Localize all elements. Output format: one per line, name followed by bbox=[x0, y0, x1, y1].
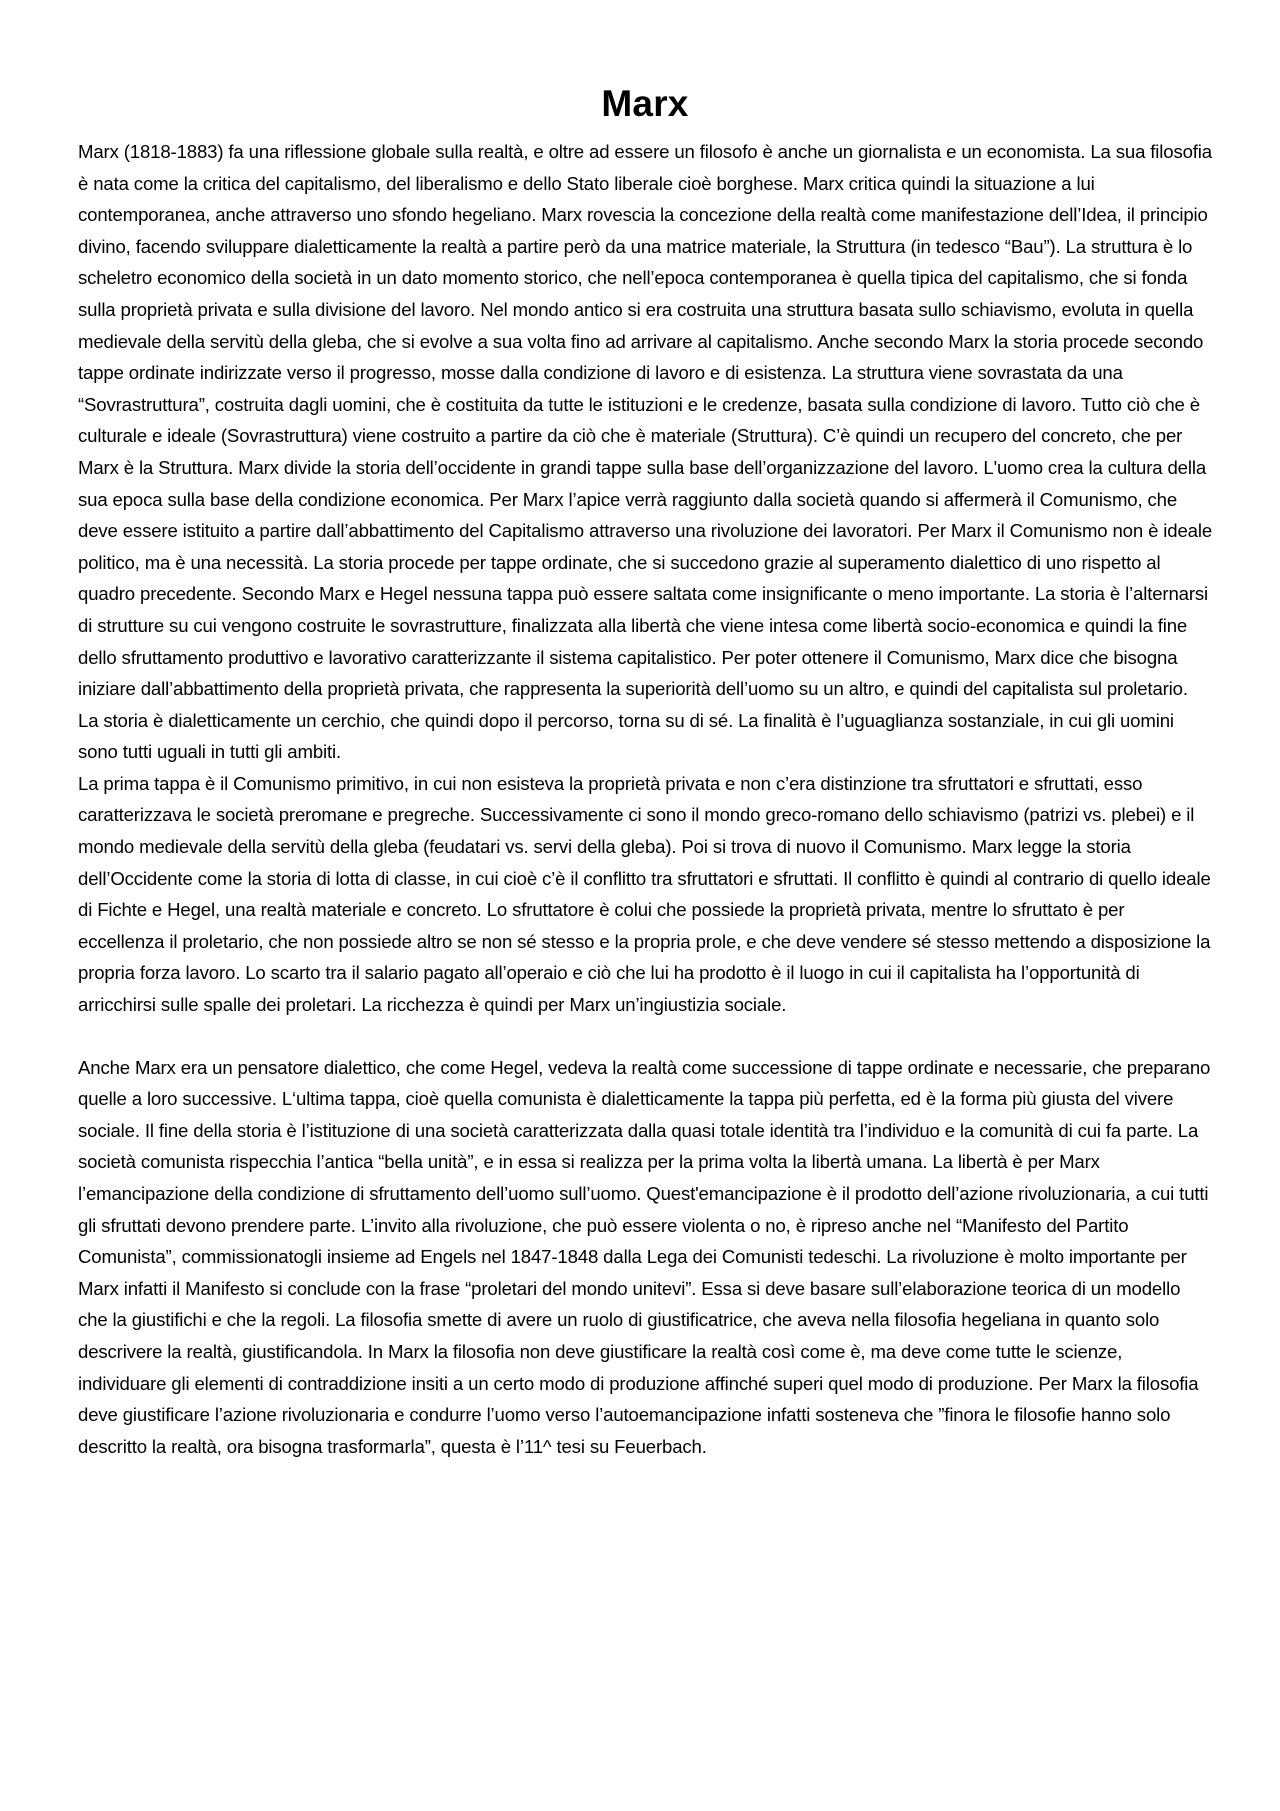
paragraph-dialectic: Anche Marx era un pensatore dialettico, che come Hegel, vedeva la realtà come successione di tappe ordinate e necessarie, che preparano quelle a loro successive. L‘ultima tappa, cioè quella comunista è dialetticamente la tappa più perfetta, ed è la forma più giusta del vivere sociale. Il fine della storia è l’istituzione di una società caratterizzata dalla quasi totale identità tra l’individuo e la comunità di cui fa parte. La società comunista rispecchia l’antica “bella unità”, e in essa si realizza per la prima volta la libertà umana. La libertà è per Marx l’emancipazione della condizione di sfruttamento dell’uomo sull’uomo. Quest'emancipazione è il prodotto dell’azione rivoluzionaria, a cui tutti gli sfruttati devono prendere parte. L’invito alla rivoluzione, che può essere violenta o no, è ripreso anche nel “Manifesto del Partito Comunista”, commissionatogli insieme ad Engels nel 1847-1848 dalla Lega dei Comunisti tedeschi. La rivoluzione è molto importante per Marx infatti il Manifesto si conclude con la frase “proletari del mondo unitevi”. Essa si deve basare sull’elaborazione teorica di un modello che la giustifichi e che la regoli. La filosofia smette di avere un ruolo di giustificatrice, che aveva nella filosofia hegeliana in quanto solo descrivere la realtà, giustificandola. In Marx la filosofia non deve giustificare la realtà così come è, ma deve come tutte le scienze, individuare gli elementi di contraddizione insiti a un certo modo di produzione affinché superi quel modo di produzione. Per Marx la filosofia deve giustificare l’azione rivoluzionaria e condurre l’uomo verso l’autoemancipazione infatti sosteneva che ”finora le filosofie hanno solo descritto la realtà, ora bisogna trasformarla”, questa è l’11^ tesi su Feuerbach. bbox=[78, 1056, 1211, 1457]
paragraph-intro: Marx (1818-1883) fa una riflessione globale sulla realtà, e oltre ad essere un filosofo è anche un giornalista e un economista. La sua filosofia è nata come la critica del capitalismo, del liberalismo e dello Stato liberale cioè borghese. Marx critica quindi la situazione a lui contemporanea, anche attraverso uno sfondo hegeliano. Marx rovescia la concezione della realtà come manifestazione dell’Idea, il principio divino, facendo sviluppare dialetticamente la realtà a partire però da una matrice materiale, la Struttura (in tedesco “Bau”). La struttura è lo scheletro economico della società in un dato momento storico, che nell’epoca contemporanea è quella tipica del capitalismo, che si fonda sulla proprietà privata e sulla divisione del lavoro. Nel mondo antico si era costruita una struttura basata sullo schiavismo, evoluta in quella medievale della servitù della gleba, che si evolve a sua volta fino ad arrivare al capitalismo. Anche secondo Marx la storia procede secondo tappe ordinate indirizzate verso il progresso, mosse dalla condizione di lavoro e di esistenza. La struttura viene sovrastata da una “Sovrastruttura”, costruita dagli uomini, che è costituita da tutte le istituzioni e le credenze, basata sulla condizione di lavoro. Tutto ciò che è culturale e ideale (Sovrastruttura) viene costruito a partire da ciò che è materiale (Struttura). C’è quindi un recupero del concreto, che per Marx è la Struttura. Marx divide la storia dell’occidente in grandi tappe sulla base dell’organizzazione del lavoro. L'uomo crea la cultura della sua epoca sulla base della condizione economica. Per Marx l’apice verrà raggiunto dalla società quando si affermerà il Comunismo, che deve essere istituito a partire dall’abbattimento del Capitalismo attraverso una rivoluzione dei lavoratori. Per Marx il Comunismo non è ideale politico, ma è una necessità. La storia procede per tappe ordinate, che si succedono grazie al superamento dialettico di uno rispetto al quadro precedente. Secondo Marx e Hegel nessuna tappa può essere saltata come insignificante o meno importante. La storia è l’alternarsi di strutture su cui vengono costruite le sovrastrutture, finalizzata alla libertà che viene intesa come libertà socio-economica e quindi la fine dello sfruttamento produttivo e lavorativo caratterizzante il sistema capitalistico. Per poter ottenere il Comunismo, Marx dice che bisogna iniziare dall’abbattimento della proprietà privata, che rappresenta la superiorità dell’uomo su un altro, e quindi del capitalista sul proletario. La storia è dialetticamente un cerchio, che quindi dopo il percorso, torna su di sé. La finalità è l’uguaglianza sostanziale, in cui gli uomini sono tutti uguali in tutti gli ambiti. bbox=[78, 141, 1213, 763]
page-title: Marx bbox=[601, 83, 689, 124]
paragraph-stages: La prima tappa è il Comunismo primitivo, in cui non esisteva la proprietà privata e non c’era distinzione tra sfruttatori e sfruttati, esso caratterizzava le società preromane e pregreche. Successivamente ci sono il mondo greco-romano dello schiavismo (patrizi vs. plebei) e il mondo medievale della servitù della gleba (feudatari vs. servi della gleba). Poi si trova di nuovo il Comunismo. Marx legge la storia dell’Occidente come la storia di lotta di classe, in cui cioè c’è il conflitto tra sfruttatori e sfruttati. Il conflitto è quindi al contrario di quello ideale di Fichte e Hegel, una realtà materiale e concreto. Lo sfruttatore è colui che possiede la proprietà privata, mentre lo sfruttato è per eccellenza il proletario, che non possiede altro se non sé stesso e la propria prole, e che deve vendere sé stesso mettendo a disposizione la propria forza lavoro. Lo scarto tra il salario pagato all’operaio e ciò che lui ha prodotto è il luogo in cui il capitalista ha l’opportunità di arricchirsi sulle spalle dei proletari. La ricchezza è quindi per Marx un’ingiustizia sociale. bbox=[78, 772, 1211, 1016]
document-page bbox=[78, 78, 1212, 1462]
paragraph-spacer bbox=[78, 1021, 1212, 1052]
